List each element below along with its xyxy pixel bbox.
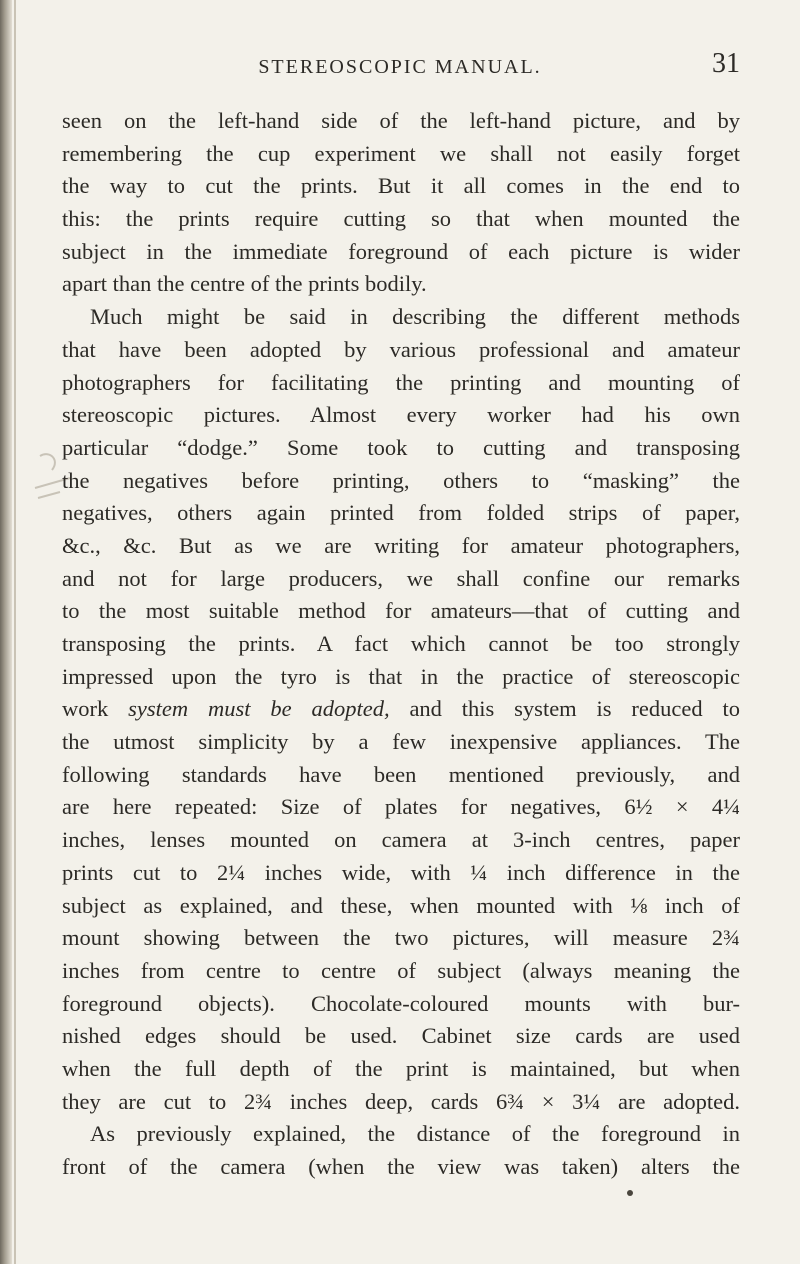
ink-spot [627, 1190, 633, 1196]
text-line: inches from centre to centre of subject (always meaning the [62, 957, 740, 983]
text-line: the way to cut the prints. But it all comes in the end to [62, 173, 740, 199]
text-line: following standards have been mentioned previously, and [62, 761, 740, 787]
page-number: 31 [712, 48, 740, 79]
line-prefix: work [62, 696, 129, 722]
body-text [62, 105, 740, 1184]
text-line: the utmost simplicity by a few inexpensive appliances. The [62, 729, 740, 755]
text-line: negatives, others again printed from folded strips of paper, [62, 500, 740, 526]
text-line: nished edges should be used. Cabinet size cards are used [62, 1023, 740, 1049]
text-line: transposing the prints. A fact which cannot be too strongly [62, 631, 740, 656]
text-line: impressed upon the tyro is that in the practice of stereoscopic [62, 663, 740, 689]
emphasis-text: system must be adopted, [128, 696, 390, 722]
text-line: mount showing between the two pictures, will measure 2¾ [62, 925, 740, 951]
text-line: photographers for facilitating the printing and mounting of [62, 369, 740, 395]
running-head: STEREOSCOPIC MANUAL. [258, 56, 542, 78]
text-line: particular “dodge.” Some took to cutting and transposing [62, 434, 740, 460]
text-line: stereoscopic pictures. Almost every worker had his own [62, 402, 740, 428]
text-line: are here repeated: Size of plates for negatives, 6½ × 4¼ [62, 794, 740, 820]
text-line-emphasis [62, 693, 740, 726]
text-line: subject as explained, and these, when mounted with ⅛ inch of [62, 892, 740, 918]
text-line: and not for large producers, we shall confine our remarks [62, 565, 740, 591]
text-line: apart than the centre of the prints bodily. [62, 271, 427, 297]
text-line: front of the camera (when the view was taken) alters the [62, 1154, 740, 1179]
text-line: Much might be said in describing the different methods [90, 304, 740, 330]
text-line: prints cut to 2¼ inches wide, with ¼ inch difference in the [62, 859, 740, 885]
page-header [60, 48, 740, 88]
page-binding-shadow [14, 0, 16, 1264]
page-binding-edge [0, 0, 12, 1264]
text-line: seen on the left-hand side of the left-hand picture, and by [62, 108, 740, 133]
text-line: that have been adopted by various professional and amateur [62, 336, 740, 362]
text-line: they are cut to 2¾ inches deep, cards 6¾ × 3¼ are adopted. [62, 1088, 740, 1114]
line-suffix: and this system is reduced to [389, 696, 740, 722]
text-line: remembering the cup experiment we shall not easily forget [62, 140, 740, 166]
text-line: the negatives before printing, others to “masking” the [62, 467, 740, 493]
text-line: subject in the immediate foreground of each picture is wider [62, 238, 740, 264]
text-line: foreground objects). Chocolate-coloured mounts with bur- [62, 990, 740, 1016]
text-line: when the full depth of the print is maintained, but when [62, 1055, 740, 1081]
text-line: As previously explained, the distance of the foreground in [90, 1121, 740, 1147]
text-line: this: the prints require cutting so that when mounted the [62, 206, 740, 232]
text-line: to the most suitable method for amateurs—that of cutting and [62, 598, 740, 624]
text-line: &c., &c. But as we are writing for amateur photographers, [62, 532, 740, 558]
text-line: inches, lenses mounted on camera at 3-inch centres, paper [62, 827, 740, 853]
